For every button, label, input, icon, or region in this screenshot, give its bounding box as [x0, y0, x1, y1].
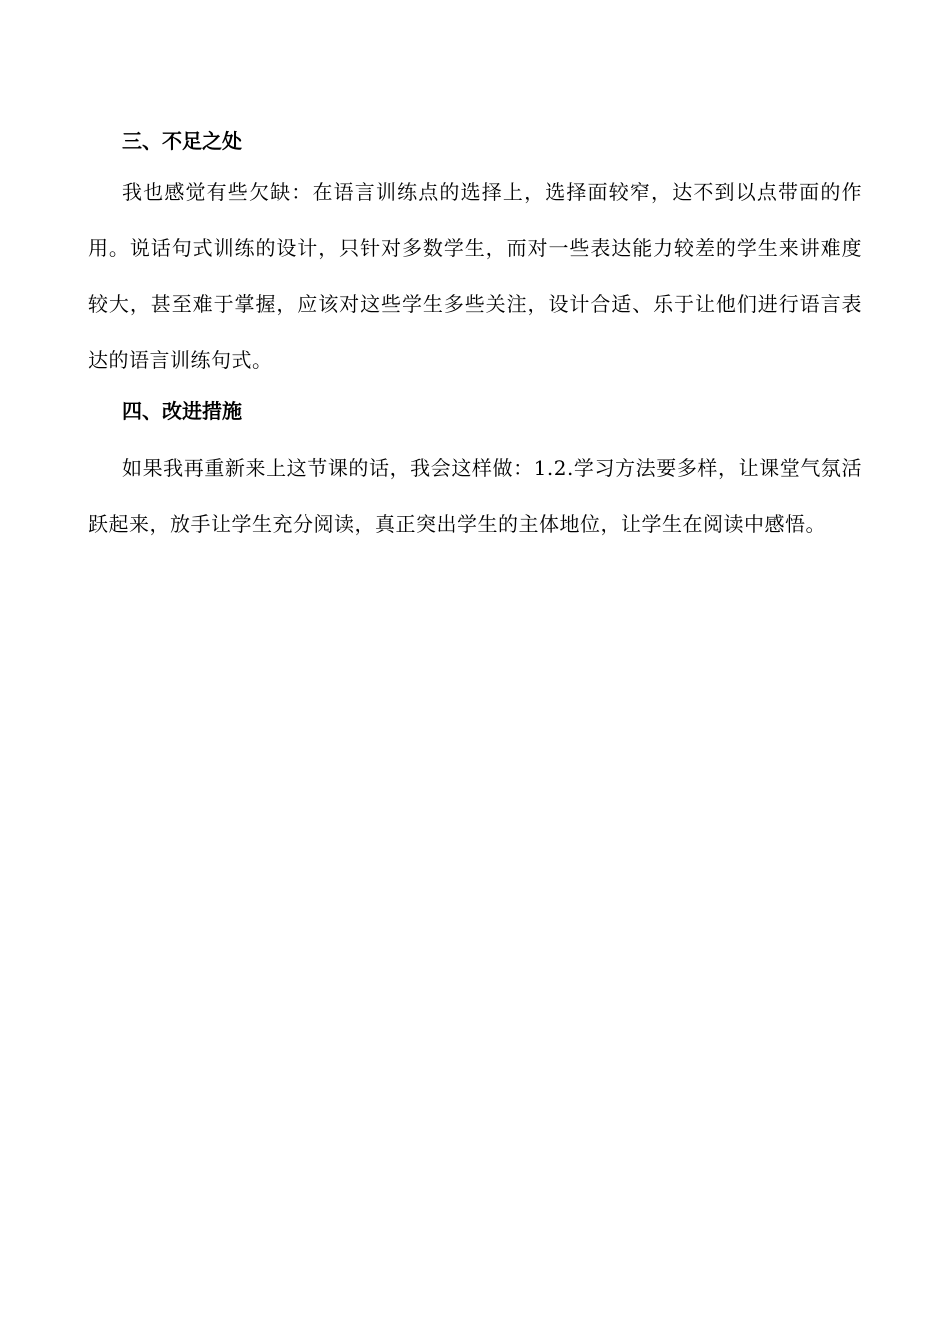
section-heading-improvements: 四、改进措施	[122, 399, 242, 423]
paragraph-shortcomings: 我也感觉有些欠缺：在语言训练点的选择上，选择面较窄，达不到以点带面的作用。说话句式训练的设计，只针对多数学生，而对一些表达能力较差的学生来讲难度较大，甚至难于掌握，应该对这些学生多些关注，设计合适、乐于让他们进行语言表达的语言训练句式。	[88, 180, 862, 372]
paragraph-improvements: 如果我再重新来上这节课的话，我会这样做：1.2.学习方法要多样，让课堂气氛活跃起来，放手让学生充分阅读，真正突出学生的主体地位，让学生在阅读中感悟。	[88, 456, 862, 536]
document-body	[88, 118, 862, 552]
section-heading-shortcomings: 三、不足之处	[122, 129, 242, 153]
